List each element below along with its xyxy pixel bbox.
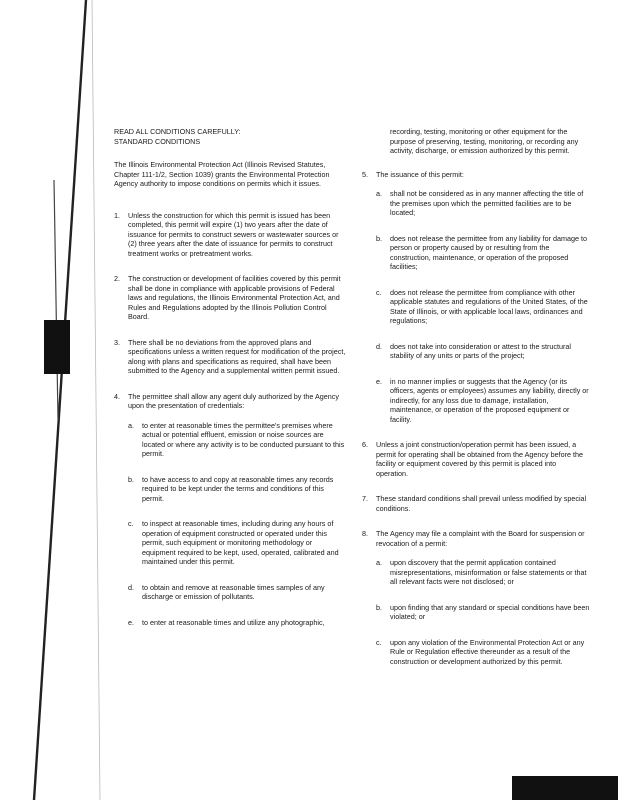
intro-paragraph: The Illinois Environmental Protection Act (Illinois Revised Statutes, Chapter 111-1/2, Section 1039) grants the Environmental Protection Agency authority to impose conditions on permits which it issues. (114, 160, 330, 188)
condition-text: These standard conditions shall prevail unless modified by special conditions. (376, 494, 587, 513)
condition-number: 8. (362, 529, 368, 538)
item-letter: e. (128, 617, 134, 627)
condition-2 (114, 274, 346, 322)
item-letter: a. (376, 189, 382, 198)
condition-5 (362, 170, 590, 180)
condition-text: There shall be no deviations from the approved plans and specifications unless a written request for modification of the project, along with plans and specifications as required, shall have been submitted to the Agency and a supplemental written permit issued. (128, 337, 346, 375)
item-text: does not release the permittee from compliance with other applicable statutes and regulations of the United States, of the State of Illinois, or with applicable local laws, ordinances and regulations; (390, 287, 588, 325)
item-letter: a. (376, 558, 382, 567)
condition-8-item-a (362, 558, 590, 587)
condition-5-item-c (362, 288, 590, 326)
item-letter: c. (376, 637, 382, 647)
condition-text: The issuance of this permit: (376, 169, 464, 179)
condition-4-item-c (114, 519, 346, 567)
condition-number: 3. (114, 337, 120, 347)
condition-number: 1. (114, 210, 120, 220)
condition-4e-continuation: recording, testing, monitoring or other equipment for the purpose of preserving, testing, monitoring, or recording any activity, discharge, or emission authorized by this permit. (390, 127, 579, 155)
condition-text: The construction or development of facilities covered by this permit shall be done in compliance with applicable provisions of Federal laws and regulations, the Illinois Environmental Protection Act, and Rules and Regulations adopted by the Illinois Pollution Control Board. (128, 274, 341, 321)
condition-4-item-d (114, 583, 346, 602)
item-text: to have access to and copy at reasonable times any records required to be kept under the terms and conditions of this permit. (142, 474, 334, 503)
item-text: to inspect at reasonable times, including during any hours of operation of equipment constructed or operated under this permit, such equipment or monitoring methodology or equipment required to be kept, used, operated, calibrated and maintained under this permit. (142, 519, 339, 566)
black-corner-bar (512, 776, 618, 800)
condition-7 (362, 494, 590, 513)
item-letter: b. (376, 602, 382, 612)
condition-1 (114, 211, 346, 259)
heading-line-1: READ ALL CONDITIONS CAREFULLY: (114, 127, 241, 136)
condition-number: 4. (114, 391, 120, 401)
condition-5-item-e (362, 377, 590, 425)
right-column (362, 127, 590, 682)
condition-text: Unless the construction for which this permit is issued has been completed, this permit will expire (1) two years after the date of issuance for permits to construct sewers or wastewater sources or (2) three years after the date of issuance for permits to construct treatment works or pretreatment works. (128, 210, 339, 258)
condition-5-item-d (362, 342, 590, 361)
condition-6 (362, 440, 590, 478)
item-text: upon any violation of the Environmental Protection Act or any Rule or Regulation effective thereunder as a result of the construction or development authorized by this permit. (390, 637, 585, 666)
margin-tick-line (54, 180, 58, 420)
item-letter: b. (128, 474, 134, 484)
item-letter: a. (128, 420, 134, 430)
condition-5-item-a (362, 189, 590, 218)
item-letter: e. (376, 376, 382, 386)
condition-8-item-b (362, 603, 590, 622)
faint-scan-line (92, 0, 100, 800)
item-text: to enter at reasonable times and utilize any photographic, (142, 617, 325, 627)
condition-8-item-c (362, 638, 590, 667)
condition-number: 6. (362, 440, 368, 449)
item-text: to enter at reasonable times the permittee's premises where actual or potential effluent, emission or noise sources are located or where any activity is to be conducted pursuant to this permit. (142, 420, 345, 458)
item-text: in no manner implies or suggests that the Agency (or its officers, agents or employees) assumes any liability, directly or indirectly, for any loss due to damage, installation, maintenance, or operation of the proposed equipment or facility. (390, 376, 589, 424)
condition-4 (114, 392, 346, 411)
item-letter: c. (376, 287, 382, 297)
black-redaction-block (44, 320, 70, 374)
condition-number: 5. (362, 169, 368, 179)
left-column (114, 127, 346, 643)
left-scan-line (34, 0, 86, 800)
item-text: upon finding that any standard or special conditions have been violated; or (390, 602, 590, 621)
item-text: upon discovery that the permit application contained misrepresentations, misinformation or false statements or that all relevant facts were not disclosed; or (390, 558, 587, 586)
condition-8 (362, 529, 590, 548)
item-letter: d. (376, 341, 382, 351)
condition-4-item-e (114, 618, 346, 628)
section-heading (114, 127, 346, 146)
condition-3 (114, 338, 346, 376)
item-text: shall not be considered as in any manner affecting the title of the premises upon which the permitted facilities are to be located; (390, 189, 584, 217)
item-letter: c. (128, 519, 134, 528)
item-text: does not release the permittee from any liability for damage to person or property caused by or resulting from the construction, maintenance, or operation of the proposed facilities; (390, 233, 587, 271)
condition-number: 2. (114, 274, 120, 283)
item-letter: d. (128, 582, 134, 592)
condition-number: 7. (362, 494, 368, 503)
item-letter: b. (376, 233, 382, 243)
condition-text: The permittee shall allow any agent duly authorized by the Agency upon the presentation of credentials: (128, 391, 339, 410)
condition-text: The Agency may file a complaint with the Board for suspension or revocation of a permit: (376, 529, 585, 548)
item-text: to obtain and remove at reasonable times samples of any discharge or emission of pollutants. (142, 582, 325, 601)
item-text: does not take into consideration or attest to the structural stability of any units or parts of the project; (390, 341, 571, 360)
condition-text: Unless a joint construction/operation permit has been issued, a permit for operating shall be obtained from the Agency before the facility or equipment covered by this permit is placed into operation. (376, 440, 583, 478)
heading-line-2: STANDARD CONDITIONS (114, 136, 201, 146)
condition-5-item-b (362, 234, 590, 272)
condition-4-item-b (114, 475, 346, 504)
condition-4-item-a (114, 421, 346, 459)
